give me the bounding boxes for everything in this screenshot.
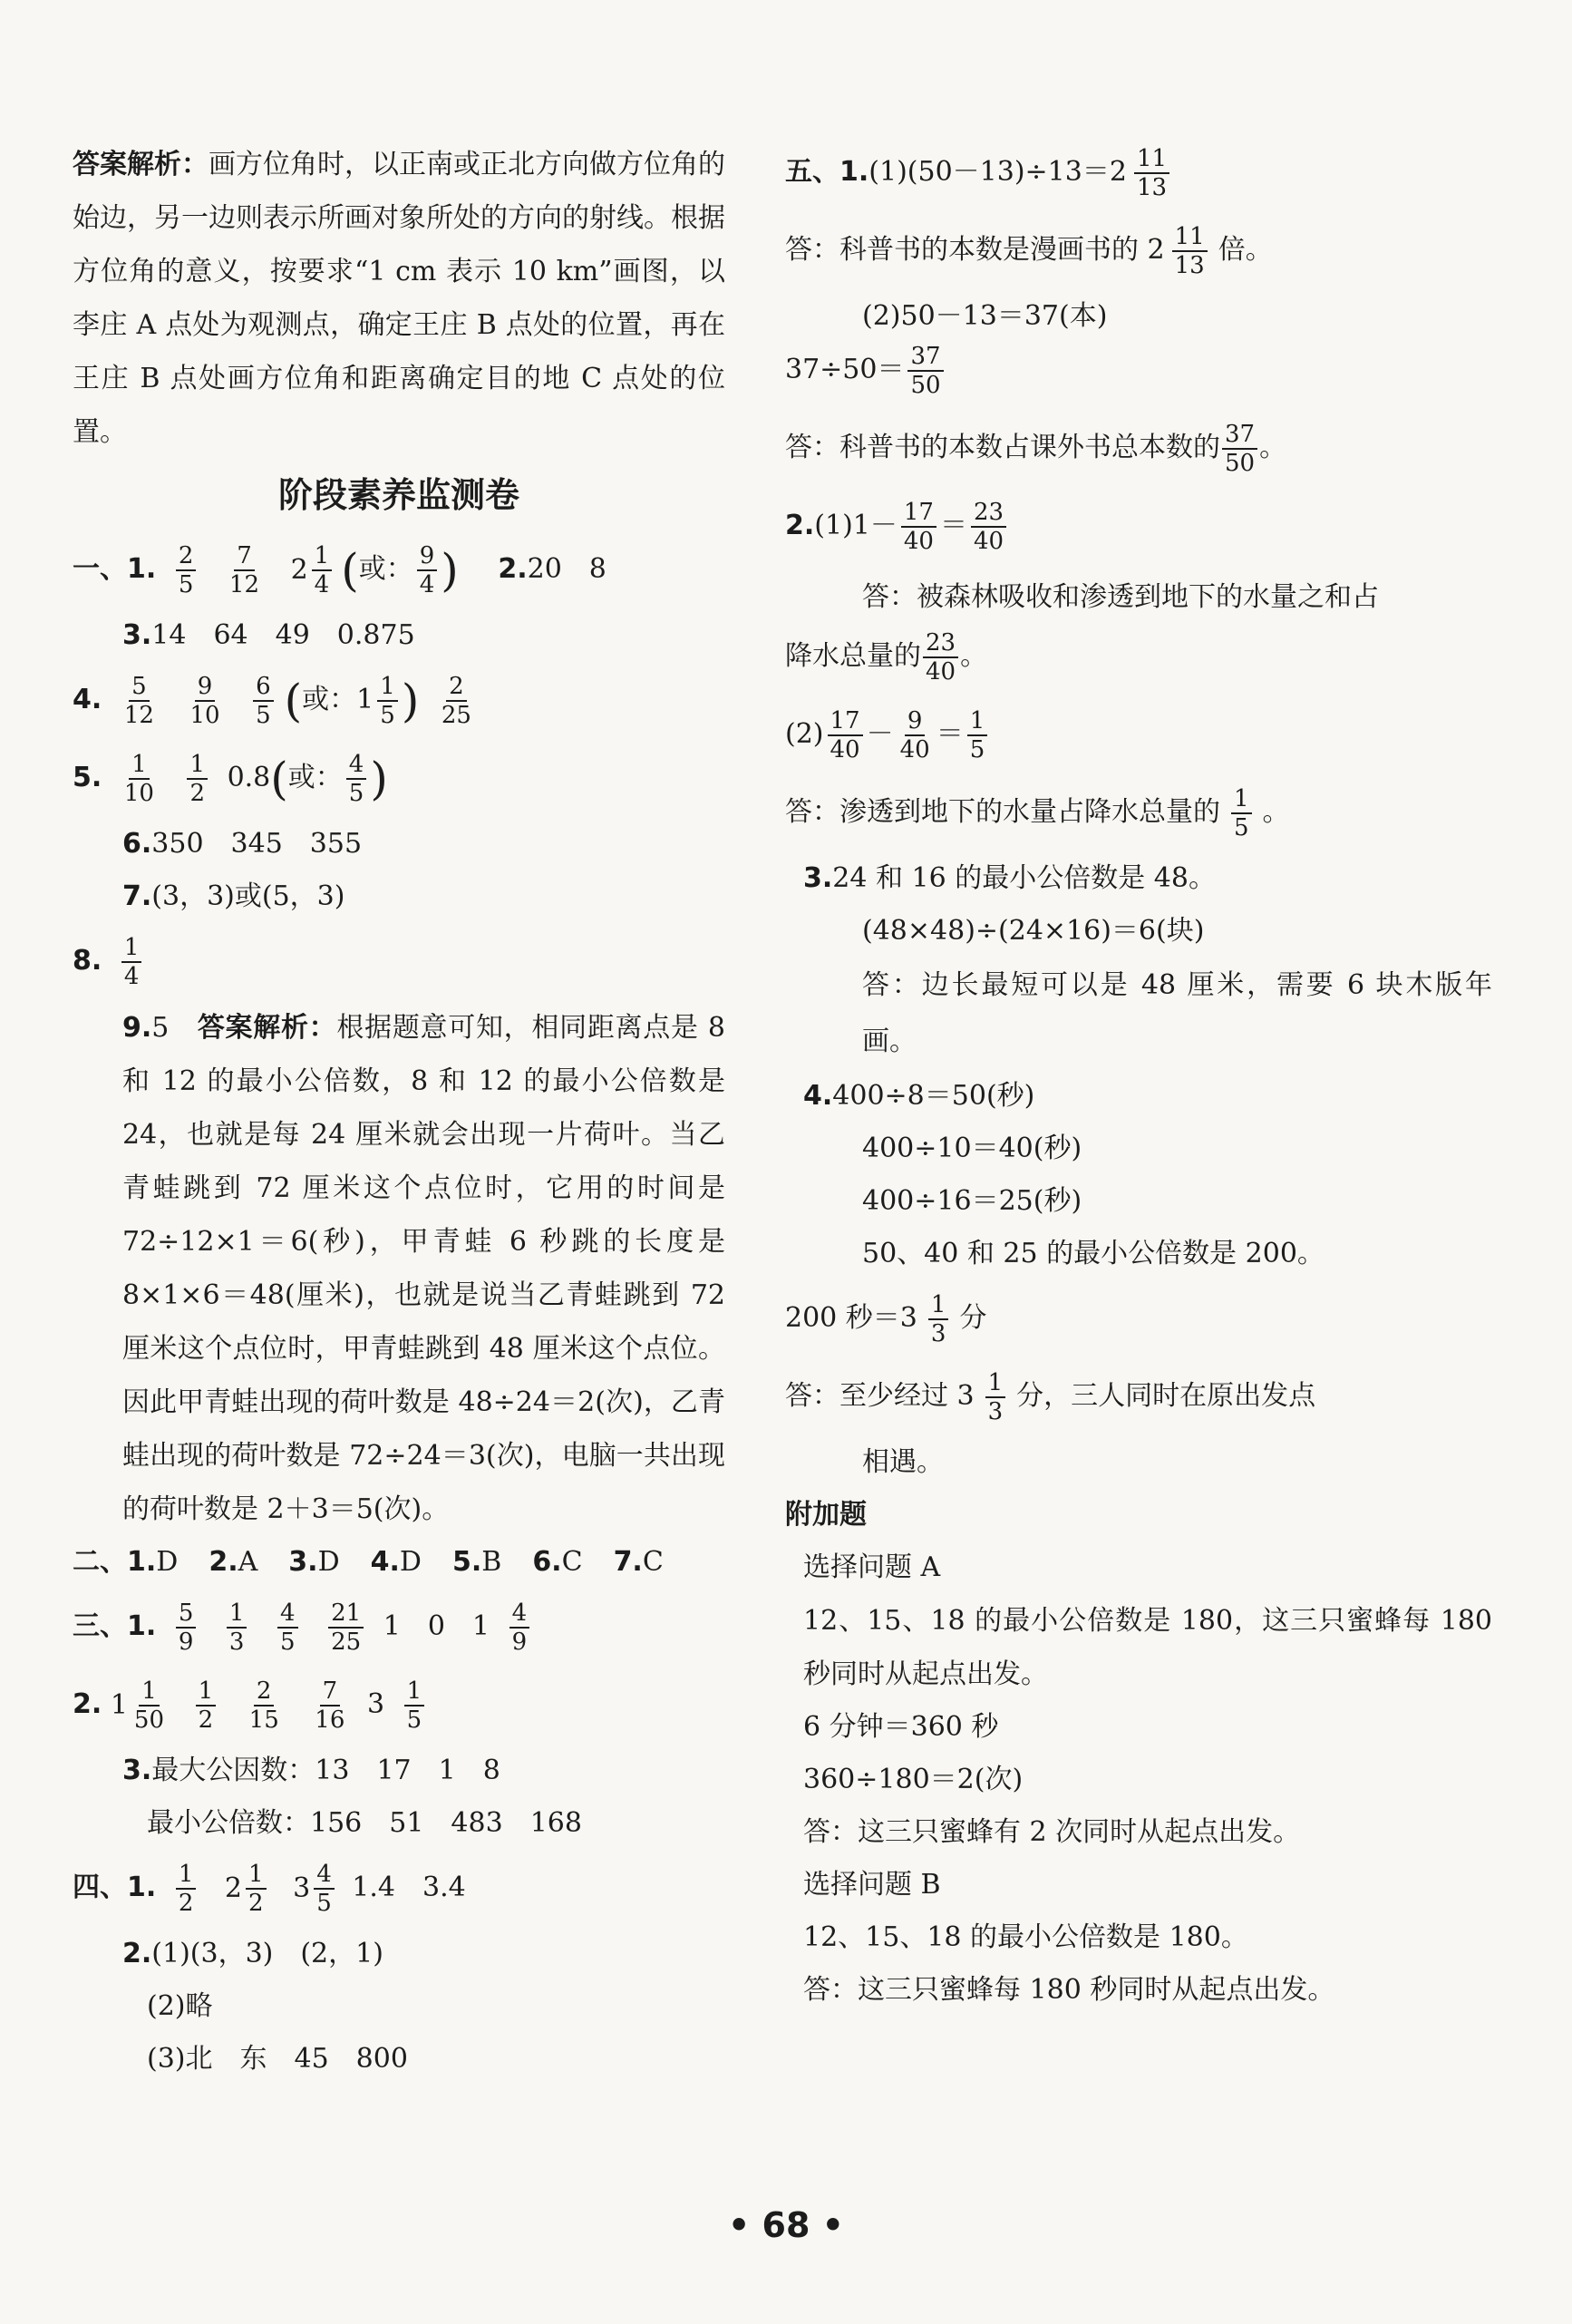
- fraction: $\frac{1}{2}$: [176, 1861, 197, 1917]
- s2-label: 6.: [532, 1546, 562, 1578]
- s5-q4-line4: [785, 1228, 1492, 1280]
- s1-q7-row: [73, 870, 725, 923]
- fraction: $\frac{1}{3}$: [985, 1369, 1006, 1425]
- extra-line: 答：这三只蜜蜂有 2 次同时从起点出发。: [803, 1816, 1301, 1848]
- s1-q9-label: 9.: [122, 1012, 152, 1044]
- s1-q6-answer: 350 345 355: [151, 828, 363, 860]
- s5-q2-label: 2.: [785, 510, 815, 541]
- fraction: $\frac{11}{13}$: [1172, 223, 1208, 279]
- s5-q1-expr: (1)(50－13)÷13＝2: [868, 156, 1127, 188]
- s5-q4-convert: 200 秒＝3: [785, 1302, 917, 1334]
- fraction: $\frac{23}{40}$: [923, 629, 958, 686]
- s3-label: 三、1.: [73, 1610, 157, 1642]
- fraction: $\frac{1}{3}$: [928, 1291, 949, 1347]
- answer-text: 答：边长最短可以是 48 厘米，需要 6 块木版年画。: [862, 969, 1492, 1057]
- answer-text: 答：渗透到地下的水量占降水总量的: [785, 796, 1220, 828]
- s5-q4-row: [785, 1070, 1492, 1123]
- s1-q3-answer: 14 64 49 0.875: [151, 619, 415, 651]
- s4-q2-label: 2.: [122, 1938, 152, 1969]
- s4-q2-row3: [73, 2033, 725, 2086]
- s2-answer: A: [238, 1546, 258, 1578]
- s5-q2-row: 2.(1)1－ $\frac{17}{40}$ ＝ $\frac{23}{40}$: [785, 488, 1492, 566]
- s1-q4-row: 4. $\frac{5}{12}$ $\frac{9}{10}$ $\frac{6}{5}$ (或：1 $\frac{1}{5}$ ) $\frac{2}{25}$: [73, 662, 725, 740]
- s5-q4-line1: 400÷8＝50(秒): [832, 1080, 1035, 1112]
- mixed-number: 3 $\frac{4}{5}$: [293, 1861, 335, 1917]
- extra-line: 12、15、18 的最小公倍数是 180。: [803, 1921, 1248, 1953]
- s5-q4-answer: [785, 1358, 1492, 1436]
- page-number: • 68 •: [728, 2205, 844, 2245]
- fraction: $\frac{4}{5}$: [346, 751, 367, 807]
- s1-q2-answer: 20 8: [527, 553, 606, 585]
- s3-q2-row: [73, 1667, 725, 1745]
- s2-label: 二、1.: [73, 1546, 157, 1578]
- s1-q8-row: [73, 923, 725, 1001]
- s5-q3-line2: [785, 905, 1492, 958]
- s2-label: 2.: [209, 1546, 238, 1578]
- s2-answer: C: [642, 1546, 664, 1578]
- s2-label: 7.: [613, 1546, 643, 1578]
- s4-label: 四、1.: [73, 1872, 157, 1903]
- fraction: $\frac{9}{10}$: [189, 673, 220, 729]
- extra-line: 答：这三只蜜蜂每 180 秒同时从起点出发。: [803, 1974, 1335, 2006]
- fraction: $\frac{2}{25}$: [441, 673, 471, 729]
- analysis-label: 答案解析：: [73, 149, 209, 180]
- s1-q9-answer: 5: [151, 1012, 170, 1044]
- s5-q1-2-division: [785, 343, 1492, 410]
- fraction: $\frac{37}{50}$: [1222, 421, 1257, 477]
- s5-q3-row: [785, 852, 1492, 905]
- s4-q2-row1: [73, 1928, 725, 1980]
- whole-part: 1: [356, 684, 374, 715]
- s5-q2-answer: [785, 566, 1492, 629]
- fraction: $\frac{9}{40}$: [899, 707, 930, 763]
- s1-q6-row: [73, 818, 725, 870]
- s5-q1-2-expr: (2)50－13＝37(本): [862, 300, 1108, 332]
- s5-q3-answer: [785, 958, 1492, 1070]
- fraction: $\frac{2}{5}$: [176, 542, 197, 598]
- analysis-text: 画方位角时，以正南或正北方向做方位角的始边，另一边则表示所画对象所处的方向的射线。根据方位角的意义，按要求“1 cm 表示 10 km”画图，以李庄 A 点处为观测点，确定王庄 B 点处的位置，再在王庄 B 点处画方位角和距离确定目的地 C 点处的位置。: [73, 149, 725, 448]
- fraction: $\frac{9}{4}$: [417, 542, 438, 598]
- s5-q1-2-answer: [785, 410, 1492, 488]
- s3-q3-row1: [73, 1745, 725, 1797]
- s3-q3-lcm: 最小公倍数：156 51 483 168: [147, 1807, 582, 1839]
- s5-q4-expr: 400÷16＝25(秒): [862, 1185, 1082, 1217]
- fraction: $\frac{7}{16}$: [315, 1677, 345, 1734]
- s5-q1-2-line: [785, 290, 1492, 343]
- fraction: $\frac{5}{12}$: [123, 673, 154, 729]
- extra-line: 12、15、18 的最小公倍数是 180，这三只蜜蜂每 180 秒同时从起点出发。: [803, 1605, 1492, 1690]
- s4-q2-line2: (2)略: [147, 1990, 213, 2022]
- s4-q2-line1: (1)(3，3) (2，1): [151, 1938, 383, 1969]
- mixed-number: 2 $\frac{1}{2}$: [225, 1861, 267, 1917]
- s5-q3-line1: 24 和 16 的最小公倍数是 48。: [832, 862, 1216, 894]
- s1-q1-row: 一、1. $\frac{2}{5}$ $\frac{7}{12}$ 2 $\frac{1}{4}$ (或： $\frac{9}{4}$ ) 2.20 8: [73, 542, 606, 598]
- s1-label: 一、1.: [73, 553, 157, 585]
- s1-q9-analysis-label: 答案解析：: [197, 1012, 337, 1044]
- answer-text: 。: [1262, 796, 1290, 828]
- answer-text: 相遇。: [862, 1446, 944, 1478]
- fraction: $\frac{1}{5}$: [377, 673, 398, 729]
- fraction: $\frac{1}{4}$: [121, 934, 142, 990]
- section-title: 阶段素养监测卷: [277, 475, 519, 515]
- extra-line: 6 分钟＝360 秒: [803, 1711, 999, 1743]
- s2-answer: D: [399, 1546, 422, 1578]
- s4-q2-line3: (3)北 东 45 800: [147, 2043, 408, 2075]
- fraction: $\frac{21}{25}$: [328, 1600, 364, 1656]
- or-label: 或：: [302, 684, 357, 715]
- answer-text: 答：至少经过 3: [785, 1380, 975, 1412]
- s5-q1-row: [785, 145, 1492, 212]
- fraction: $\frac{17}{40}$: [828, 707, 863, 763]
- s1-q6-label: 6.: [122, 828, 152, 860]
- fraction: $\frac{1}{2}$: [196, 1677, 217, 1734]
- s5-q4-expr: 400÷10＝40(秒): [862, 1133, 1082, 1164]
- decimal-value: 0.8: [227, 762, 271, 793]
- answer-text: 答：科普书的本数是漫画书的 2: [785, 234, 1165, 266]
- s2-answer: D: [156, 1546, 179, 1578]
- s5-q2-2-label: (2): [785, 718, 824, 750]
- right-column: [785, 145, 1492, 2017]
- fraction: $\frac{5}{9}$: [176, 1600, 197, 1656]
- s2-answer: D: [317, 1546, 340, 1578]
- s1-q5-row: 5. $\frac{1}{10}$ $\frac{1}{2}$ 0.8(或： $\frac{4}{5}$ ): [73, 751, 388, 807]
- s4-q1-row: [73, 1850, 725, 1928]
- fraction: $\frac{11}{13}$: [1134, 145, 1169, 201]
- s2-answer: B: [481, 1546, 502, 1578]
- s5-q4-line2: [785, 1123, 1492, 1175]
- fraction: $\frac{37}{50}$: [907, 343, 943, 399]
- s5-q1-2-division-expr: 37÷50＝: [785, 354, 905, 385]
- answer-text: 。: [1259, 432, 1287, 463]
- mixed-number: 1 $\frac{1}{50}$: [110, 1677, 165, 1734]
- s5-q2-2-row: (2) $\frac{17}{40}$ － $\frac{9}{40}$ ＝ $\frac{1}{5}$: [785, 696, 1492, 774]
- fraction: $\frac{1}{5}$: [967, 707, 988, 763]
- s3-q1-row: [73, 1589, 725, 1667]
- s3-q2-integer: 3: [366, 1688, 385, 1720]
- s3-q3-row2: [73, 1797, 725, 1850]
- extra-line: 360÷180＝2(次): [803, 1764, 1024, 1795]
- s3-q3-gcd: 最大公因数：13 17 1 8: [151, 1755, 500, 1786]
- extra-line: 选择问题 A: [803, 1551, 941, 1583]
- s5-q4-answer-line2: [785, 1436, 1492, 1489]
- unit: 分: [959, 1302, 987, 1334]
- s5-q2-answer-line2: [785, 629, 1492, 696]
- left-column: [73, 138, 725, 2086]
- fraction: $\frac{4}{5}$: [277, 1600, 298, 1656]
- s1-q9-paragraph: [73, 1001, 725, 1536]
- s4-q1-decimals: 1.4 3.4: [352, 1872, 466, 1903]
- s5-q3-expr: (48×48)÷(24×16)＝6(块): [862, 915, 1205, 947]
- analysis-paragraph: [73, 138, 725, 459]
- fraction: $\frac{1}{10}$: [123, 751, 154, 807]
- s1-q7-answer: (3，3)或(5，3): [151, 880, 345, 912]
- answer-text: 答：被森林吸收和渗透到地下的水量之和占: [862, 581, 1379, 613]
- s1-q3-label: 3.: [122, 619, 152, 651]
- s1-q3-row: [73, 609, 725, 662]
- answer-text: 降水总量的: [785, 640, 921, 672]
- s3-q2-label: 2.: [73, 1688, 102, 1720]
- s1-q2-label: 2.: [498, 553, 528, 585]
- s5-q2-expr: (1)1－: [814, 510, 898, 541]
- s1-q5-label: 5.: [73, 762, 102, 793]
- fraction: $\frac{1}{3}$: [227, 1600, 247, 1656]
- fraction: $\frac{6}{5}$: [253, 673, 274, 729]
- s2-row: [73, 1536, 725, 1589]
- s1-q4-label: 4.: [73, 684, 102, 715]
- s5-q2-2-answer: [785, 774, 1492, 852]
- or-label: 或：: [287, 762, 343, 793]
- s1-q8-label: 8.: [73, 945, 102, 977]
- s1-q7-label: 7.: [122, 880, 152, 912]
- s2-label: 4.: [370, 1546, 400, 1578]
- s2-answer: C: [561, 1546, 583, 1578]
- answer-text: 答：科普书的本数占课外书总本数的: [785, 432, 1220, 463]
- s5-q4-line5: [785, 1280, 1492, 1358]
- answer-text: 。: [960, 640, 988, 672]
- fraction: $\frac{7}{12}$: [228, 542, 260, 598]
- extra-content: [785, 1541, 1492, 2017]
- s5-q3-label: 3.: [803, 862, 833, 894]
- extra-title: 附加题: [785, 1499, 867, 1531]
- fraction: $\frac{1}{5}$: [1231, 785, 1252, 841]
- s3-q1-integers: 1 0 1: [383, 1610, 490, 1642]
- s5-q1-answer: [785, 212, 1492, 290]
- fraction: $\frac{17}{40}$: [901, 499, 936, 555]
- s5-q4-line3: [785, 1175, 1492, 1228]
- s3-q3-label: 3.: [122, 1755, 152, 1786]
- s5-q4-label: 4.: [803, 1080, 833, 1112]
- s2-label: 3.: [288, 1546, 318, 1578]
- s2-label: 5.: [451, 1546, 482, 1578]
- extra-line: 选择问题 B: [803, 1869, 941, 1901]
- s1-q9-analysis-text: 根据题意可知，相同距离点是 8 和 12 的最小公倍数，8 和 12 的最小公倍数是 24，也就是每 24 厘米就会出现一片荷叶。当乙青蛙跳到 72 厘米这个点位时，它用的时间是 72÷12×1＝6(秒)，甲青蛙 6 秒跳的长度是 8×1×6＝48(厘米)，也就是说当乙青蛙跳到 72 厘米这个点位时，甲青蛙跳到 48 厘米这个点位。因此甲青蛙出现的荷叶数是 48÷24＝2(次)，乙青蛙出现的荷叶数是 72÷24＝3(次)，电脑一共出现的荷叶数是 2＋3＝5(次)。: [122, 1012, 726, 1525]
- mixed-number: 2 $\frac{1}{4}$: [291, 542, 333, 598]
- answer-text: 倍。: [1218, 234, 1273, 266]
- s4-q2-row2: [73, 1980, 725, 2033]
- fraction: $\frac{1}{5}$: [404, 1677, 425, 1734]
- fraction: $\frac{4}{9}$: [509, 1600, 530, 1656]
- fraction: $\frac{23}{40}$: [971, 499, 1006, 555]
- fraction: $\frac{1}{2}$: [187, 751, 208, 807]
- fraction: $\frac{2}{15}$: [248, 1677, 279, 1734]
- answer-text: 分，三人同时在原出发点: [1016, 1380, 1316, 1412]
- s5-q4-lcm: 50、40 和 25 的最小公倍数是 200。: [862, 1238, 1325, 1269]
- or-label: 或：: [358, 553, 413, 585]
- s5-label: 五、1.: [785, 156, 869, 188]
